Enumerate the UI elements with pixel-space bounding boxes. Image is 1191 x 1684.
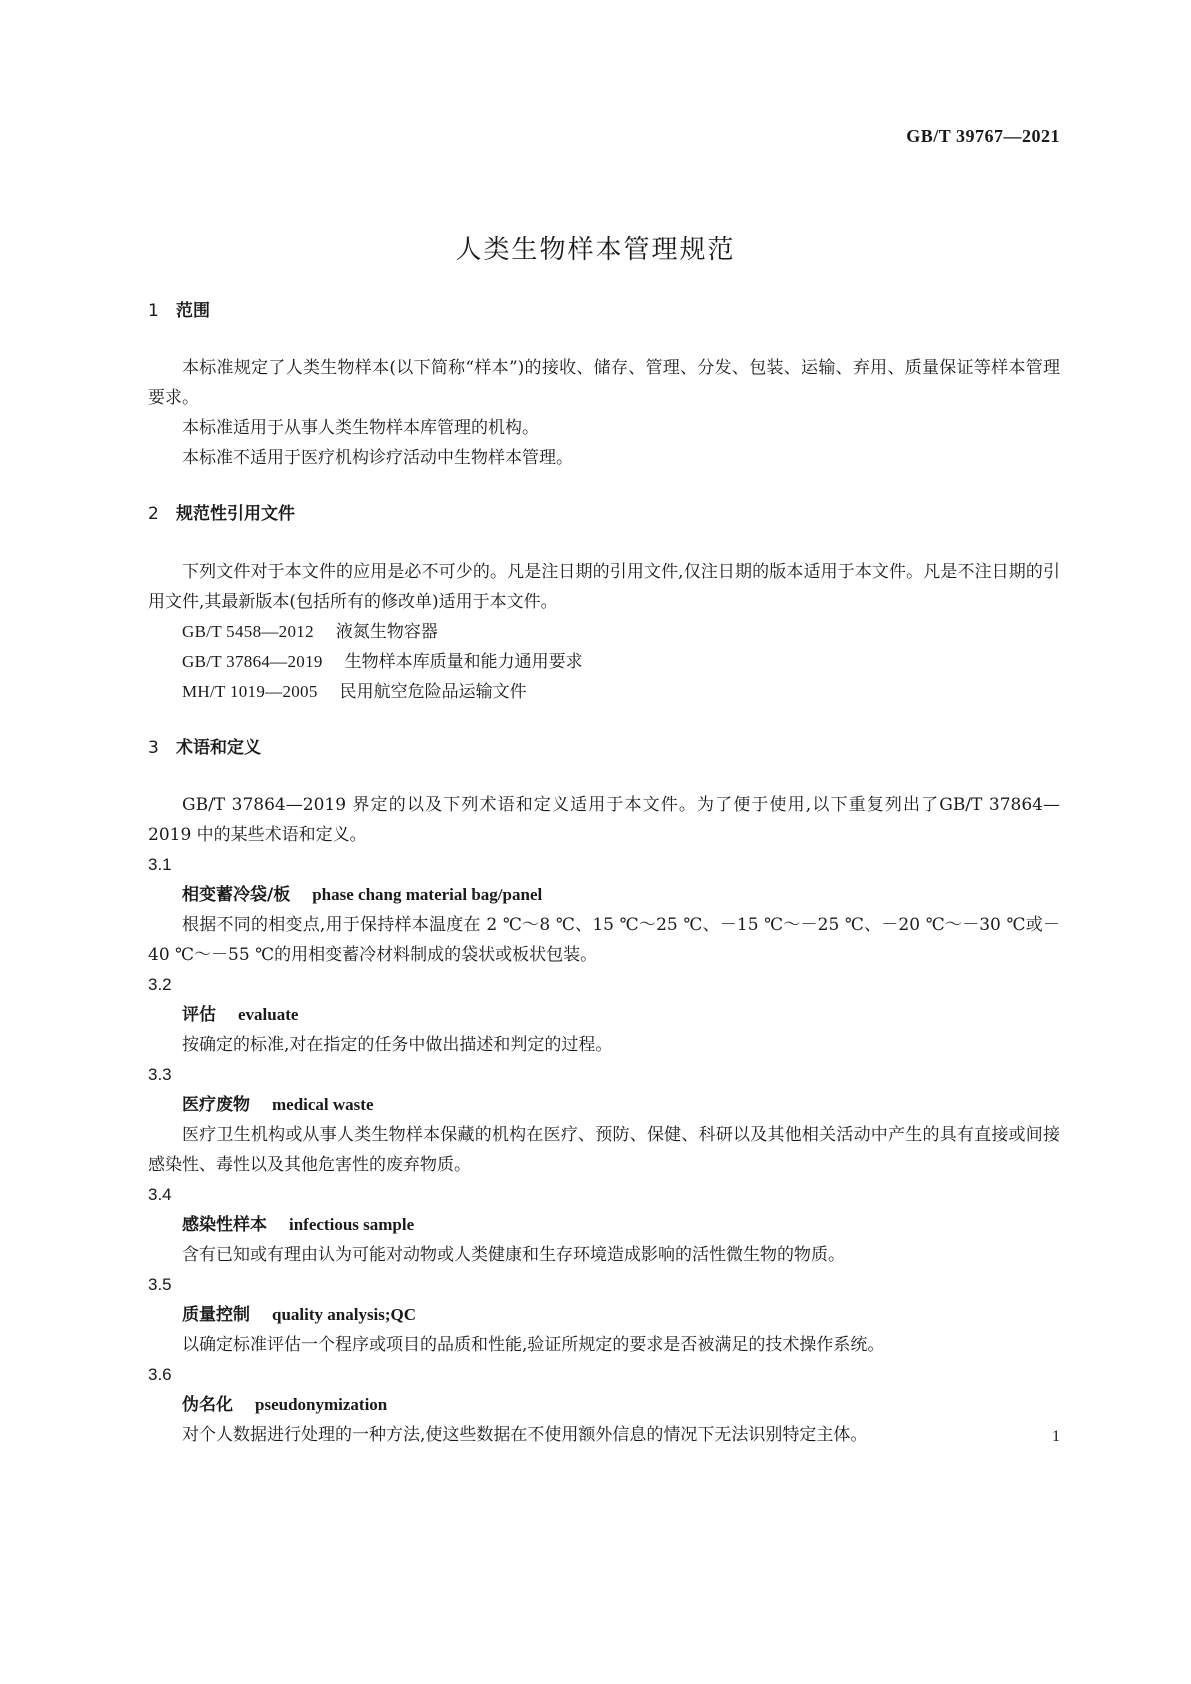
reference-code: GB/T 37864—2019: [182, 652, 323, 671]
term-name: [148, 1390, 1060, 1420]
term-en: infectious sample: [289, 1215, 415, 1234]
term-name: [148, 1090, 1060, 1120]
reference-title: 生物样本库质量和能力通用要求: [344, 652, 583, 672]
paragraph: 本标准不适用于医疗机构诊疗活动中生物样本管理。: [182, 448, 573, 468]
section-title: 范围: [176, 301, 210, 321]
term-number: 3.2: [148, 975, 172, 994]
reference-code: GB/T 5458—2012: [182, 622, 314, 641]
section-heading: [148, 734, 1060, 762]
term-entry: [148, 1060, 1060, 1180]
term-zh: 感染性样本: [182, 1215, 267, 1235]
term-en: pseudonymization: [255, 1395, 388, 1414]
section-number: 2: [148, 504, 159, 524]
term-number: 3.5: [148, 1275, 172, 1294]
reference-title: 民用航空危险品运输文件: [339, 682, 527, 702]
term-definition: 含有已知或有理由认为可能对动物或人类健康和生存环境造成影响的活性微生物的物质。: [182, 1245, 845, 1265]
term-en: evaluate: [238, 1005, 299, 1024]
term-en: phase chang material bag/panel: [312, 885, 543, 904]
section-number: 3: [148, 738, 159, 758]
term-zh: 评估: [182, 1005, 216, 1025]
term-number: 3.6: [148, 1365, 172, 1384]
paragraph: 下列文件对于本文件的应用是必不可少的。凡是注日期的引用文件,仅注日期的版本适用于本文件。凡是不注日期的引用文件,其最新版本(包括所有的修改单)适用于本文件。: [148, 562, 1060, 612]
reference-title: 液氮生物容器: [335, 622, 438, 642]
term-name: [148, 1210, 1060, 1240]
term-name: [148, 1000, 1060, 1030]
section-scope: [148, 297, 1060, 325]
term-name: [148, 1300, 1060, 1330]
section-scope-body: [148, 353, 1060, 473]
term-zh: 相变蓄冷袋/板: [182, 885, 291, 905]
standard-code: GB/T 39767—2021: [906, 126, 1060, 146]
term-number: 3.1: [148, 855, 172, 874]
reference-item: [148, 677, 1060, 707]
section-heading: [148, 500, 1060, 528]
term-definition: 根据不同的相变点,用于保持样本温度在 2 ℃～8 ℃、15 ℃～25 ℃、－15 ℃～－25 ℃、－20 ℃～－30 ℃或－40 ℃～－55 ℃的用相变蓄冷材料制成的袋状或板状包装。: [148, 915, 1060, 965]
paragraph: GB/T 37864—2019 界定的以及下列术语和定义适用于本文件。为了便于使用,以下重复列出了GB/T 37864—2019 中的某些术语和定义。: [148, 795, 1060, 845]
term-entry: [148, 1360, 1060, 1450]
paragraph: 本标准适用于从事人类生物样本库管理的机构。: [182, 418, 539, 438]
section-terms-body: [148, 790, 1060, 1450]
term-zh: 伪名化: [182, 1395, 233, 1415]
term-zh: 质量控制: [182, 1305, 250, 1325]
reference-item: [148, 647, 1060, 677]
section-normative-references: [148, 500, 1060, 528]
term-entry: [148, 1270, 1060, 1360]
section-heading: [148, 297, 1060, 325]
term-entry: [148, 1180, 1060, 1270]
section-number: 1: [148, 301, 159, 321]
reference-code: MH/T 1019—2005: [182, 682, 318, 701]
term-name: [148, 880, 1060, 910]
paragraph: 本标准规定了人类生物样本(以下简称“样本”)的接收、储存、管理、分发、包装、运输、弃用、质量保证等样本管理要求。: [148, 358, 1060, 408]
term-number: 3.3: [148, 1065, 172, 1084]
reference-item: [148, 617, 1060, 647]
section-title: 术语和定义: [176, 738, 261, 758]
term-en: quality analysis;QC: [272, 1305, 417, 1324]
term-definition: 对个人数据进行处理的一种方法,使这些数据在不使用额外信息的情况下无法识别特定主体。: [182, 1425, 868, 1445]
section-title: 规范性引用文件: [176, 504, 295, 524]
term-entry: [148, 850, 1060, 970]
term-en: medical waste: [272, 1095, 374, 1114]
term-definition: 医疗卫生机构或从事人类生物样本保藏的机构在医疗、预防、保健、科研以及其他相关活动中产生的具有直接或间接感染性、毒性以及其他危害性的废弃物质。: [148, 1125, 1060, 1175]
term-number: 3.4: [148, 1185, 172, 1204]
document-title: 人类生物样本管理规范: [455, 235, 736, 265]
section-terms: [148, 734, 1060, 762]
section-normative-references-body: [148, 557, 1060, 707]
term-definition: 按确定的标准,对在指定的任务中做出描述和判定的过程。: [182, 1035, 613, 1055]
term-zh: 医疗废物: [182, 1095, 250, 1115]
term-entry: [148, 970, 1060, 1060]
term-definition: 以确定标准评估一个程序或项目的品质和性能,验证所规定的要求是否被满足的技术操作系统。: [182, 1335, 885, 1355]
page-number: 1: [1052, 1428, 1060, 1445]
